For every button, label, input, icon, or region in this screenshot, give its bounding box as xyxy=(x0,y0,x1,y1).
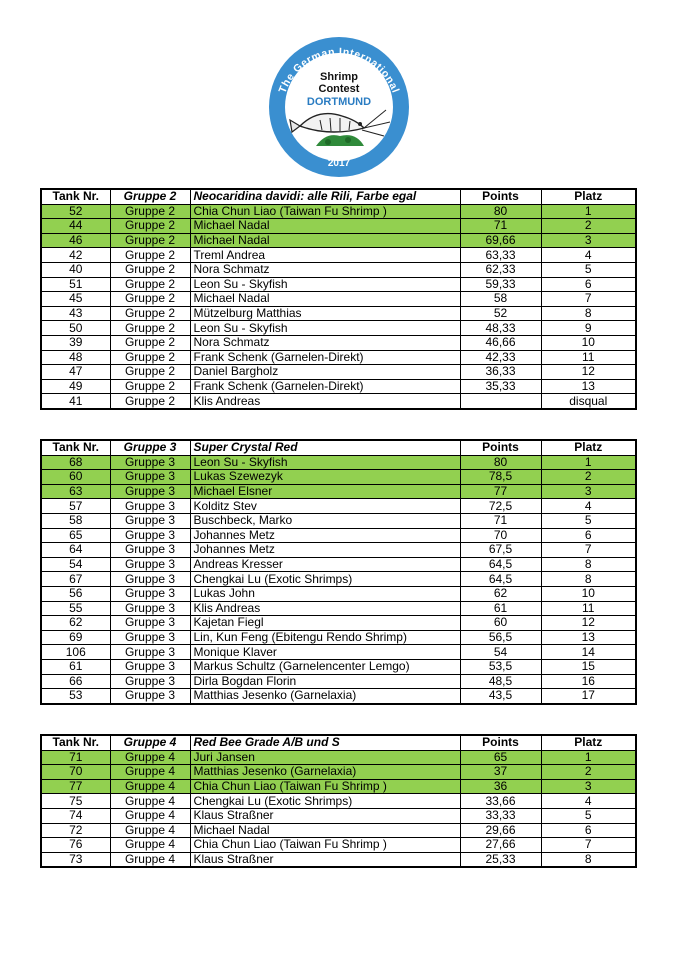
participant-cell: Matthias Jesenko (Garnelaxia) xyxy=(190,689,460,704)
points-cell: 71 xyxy=(460,513,541,528)
place-cell: 11 xyxy=(541,601,636,616)
points-cell: 80 xyxy=(460,455,541,470)
tank-cell: 68 xyxy=(41,455,110,470)
place-cell: 2 xyxy=(541,470,636,485)
points-cell: 67,5 xyxy=(460,543,541,558)
table-row xyxy=(41,455,636,470)
table-row xyxy=(41,321,636,336)
participant-cell: Michael Nadal xyxy=(190,219,460,234)
group-cell: Gruppe 4 xyxy=(110,765,190,780)
table-row xyxy=(41,394,636,409)
place-cell: 7 xyxy=(541,838,636,853)
tank-cell: 67 xyxy=(41,572,110,587)
results-table-gruppe-3 xyxy=(40,439,637,705)
group-cell: Gruppe 3 xyxy=(110,659,190,674)
points-cell: 78,5 xyxy=(460,470,541,485)
table-row xyxy=(41,823,636,838)
participant-cell: Michael Nadal xyxy=(190,292,460,307)
points-cell: 36 xyxy=(460,779,541,794)
tank-cell: 41 xyxy=(41,394,110,409)
participant-cell: Klaus Straßner xyxy=(190,852,460,867)
tank-cell: 52 xyxy=(41,204,110,219)
place-cell: 16 xyxy=(541,674,636,689)
group-cell: Gruppe 2 xyxy=(110,365,190,380)
group-cell: Gruppe 4 xyxy=(110,750,190,765)
tank-cell: 60 xyxy=(41,470,110,485)
table-header-row xyxy=(41,735,636,750)
logo-city: DORTMUND xyxy=(306,96,372,108)
table-row xyxy=(41,499,636,514)
participant-cell: Nora Schmatz xyxy=(190,335,460,350)
table-row xyxy=(41,750,636,765)
table-row xyxy=(41,543,636,558)
tank-cell: 72 xyxy=(41,823,110,838)
tank-cell: 55 xyxy=(41,601,110,616)
place-cell: 6 xyxy=(541,277,636,292)
tank-cell: 51 xyxy=(41,277,110,292)
table-row xyxy=(41,513,636,528)
place-cell: 9 xyxy=(541,321,636,336)
group-cell: Gruppe 2 xyxy=(110,350,190,365)
participant-cell: Chia Chun Liao (Taiwan Fu Shrimp ) xyxy=(190,204,460,219)
place-cell: 3 xyxy=(541,484,636,499)
group-cell: Gruppe 3 xyxy=(110,543,190,558)
header-group: Gruppe 2 xyxy=(110,189,190,204)
group-cell: Gruppe 4 xyxy=(110,838,190,853)
participant-cell: Leon Su - Skyfish xyxy=(190,321,460,336)
group-cell: Gruppe 2 xyxy=(110,335,190,350)
tank-cell: 58 xyxy=(41,513,110,528)
place-cell: 8 xyxy=(541,306,636,321)
header-tank: Tank Nr. xyxy=(41,189,110,204)
tank-cell: 49 xyxy=(41,379,110,394)
place-cell: disqual xyxy=(541,394,636,409)
points-cell: 53,5 xyxy=(460,659,541,674)
header-tank: Tank Nr. xyxy=(41,440,110,455)
points-cell: 80 xyxy=(460,204,541,219)
group-cell: Gruppe 3 xyxy=(110,689,190,704)
place-cell: 6 xyxy=(541,823,636,838)
points-cell: 62,33 xyxy=(460,262,541,277)
place-cell: 17 xyxy=(541,689,636,704)
participant-cell: Lin, Kun Feng (Ebitengu Rendo Shrimp) xyxy=(190,630,460,645)
place-cell: 7 xyxy=(541,292,636,307)
participant-cell: Markus Schultz (Garnelencenter Lemgo) xyxy=(190,659,460,674)
table-row xyxy=(41,557,636,572)
points-cell: 64,5 xyxy=(460,572,541,587)
tank-cell: 40 xyxy=(41,262,110,277)
place-cell: 4 xyxy=(541,248,636,263)
participant-cell: Michael Nadal xyxy=(190,823,460,838)
points-cell: 56,5 xyxy=(460,630,541,645)
table-row xyxy=(41,586,636,601)
header-category: Neocaridina davidi: alle Rili, Farbe egal xyxy=(190,189,460,204)
tank-cell: 56 xyxy=(41,586,110,601)
header-place: Platz xyxy=(541,735,636,750)
participant-cell: Klis Andreas xyxy=(190,394,460,409)
participant-cell: Johannes Metz xyxy=(190,528,460,543)
participant-cell: Kolditz Stev xyxy=(190,499,460,514)
tank-cell: 76 xyxy=(41,838,110,853)
group-cell: Gruppe 2 xyxy=(110,204,190,219)
place-cell: 4 xyxy=(541,499,636,514)
table-row xyxy=(41,528,636,543)
group-cell: Gruppe 3 xyxy=(110,630,190,645)
points-cell: 46,66 xyxy=(460,335,541,350)
place-cell: 5 xyxy=(541,513,636,528)
tank-cell: 63 xyxy=(41,484,110,499)
points-cell: 59,33 xyxy=(460,277,541,292)
points-cell: 25,33 xyxy=(460,852,541,867)
group-cell: Gruppe 3 xyxy=(110,645,190,660)
place-cell: 7 xyxy=(541,543,636,558)
table-row xyxy=(41,808,636,823)
points-cell: 48,33 xyxy=(460,321,541,336)
group-cell: Gruppe 4 xyxy=(110,794,190,809)
place-cell: 14 xyxy=(541,645,636,660)
table-header-row xyxy=(41,440,636,455)
group-cell: Gruppe 2 xyxy=(110,379,190,394)
tank-cell: 71 xyxy=(41,750,110,765)
place-cell: 12 xyxy=(541,616,636,631)
place-cell: 11 xyxy=(541,350,636,365)
results-table-gruppe-4 xyxy=(40,734,637,868)
participant-cell: Leon Su - Skyfish xyxy=(190,455,460,470)
group-cell: Gruppe 4 xyxy=(110,823,190,838)
tank-cell: 44 xyxy=(41,219,110,234)
points-cell: 70 xyxy=(460,528,541,543)
group-cell: Gruppe 2 xyxy=(110,219,190,234)
points-cell: 60 xyxy=(460,616,541,631)
header-category: Red Bee Grade A/B und S xyxy=(190,735,460,750)
participant-cell: Kajetan Fiegl xyxy=(190,616,460,631)
participant-cell: Frank Schenk (Garnelen-Direkt) xyxy=(190,379,460,394)
tank-cell: 47 xyxy=(41,365,110,380)
logo-ring-text: The German International xyxy=(276,45,402,95)
group-cell: Gruppe 3 xyxy=(110,499,190,514)
place-cell: 3 xyxy=(541,233,636,248)
table-row xyxy=(41,630,636,645)
group-cell: Gruppe 3 xyxy=(110,455,190,470)
tank-cell: 57 xyxy=(41,499,110,514)
points-cell: 65 xyxy=(460,750,541,765)
table-row xyxy=(41,572,636,587)
tank-cell: 61 xyxy=(41,659,110,674)
participant-cell: Klis Andreas xyxy=(190,601,460,616)
table-row xyxy=(41,689,636,704)
tank-cell: 46 xyxy=(41,233,110,248)
participant-cell: Klaus Straßner xyxy=(190,808,460,823)
table-row xyxy=(41,277,636,292)
table-row xyxy=(41,852,636,867)
table-row xyxy=(41,616,636,631)
table-row xyxy=(41,350,636,365)
group-cell: Gruppe 2 xyxy=(110,277,190,292)
participant-cell: Nora Schmatz xyxy=(190,262,460,277)
participant-cell: Michael Nadal xyxy=(190,233,460,248)
contest-logo xyxy=(268,36,410,178)
header-category: Super Crystal Red xyxy=(190,440,460,455)
logo-line2: Contest xyxy=(318,83,360,95)
place-cell: 4 xyxy=(541,794,636,809)
group-cell: Gruppe 2 xyxy=(110,262,190,277)
points-cell: 48,5 xyxy=(460,674,541,689)
place-cell: 5 xyxy=(541,262,636,277)
place-cell: 8 xyxy=(541,557,636,572)
tank-cell: 73 xyxy=(41,852,110,867)
table-row xyxy=(41,204,636,219)
table-header-row xyxy=(41,189,636,204)
points-cell: 36,33 xyxy=(460,365,541,380)
table-row xyxy=(41,601,636,616)
participant-cell: Chia Chun Liao (Taiwan Fu Shrimp ) xyxy=(190,838,460,853)
header-place: Platz xyxy=(541,189,636,204)
tank-cell: 39 xyxy=(41,335,110,350)
group-cell: Gruppe 3 xyxy=(110,616,190,631)
tank-cell: 106 xyxy=(41,645,110,660)
table-row xyxy=(41,365,636,380)
group-cell: Gruppe 4 xyxy=(110,808,190,823)
participant-cell: Lukas John xyxy=(190,586,460,601)
tank-cell: 62 xyxy=(41,616,110,631)
points-cell: 52 xyxy=(460,306,541,321)
participant-cell: Chengkai Lu (Exotic Shrimps) xyxy=(190,572,460,587)
points-cell: 27,66 xyxy=(460,838,541,853)
tank-cell: 65 xyxy=(41,528,110,543)
tank-cell: 69 xyxy=(41,630,110,645)
group-cell: Gruppe 4 xyxy=(110,779,190,794)
table-row xyxy=(41,248,636,263)
group-cell: Gruppe 3 xyxy=(110,528,190,543)
tank-cell: 74 xyxy=(41,808,110,823)
header-tank: Tank Nr. xyxy=(41,735,110,750)
participant-cell: Andreas Kresser xyxy=(190,557,460,572)
tank-cell: 45 xyxy=(41,292,110,307)
points-cell: 29,66 xyxy=(460,823,541,838)
participant-cell: Mützelburg Matthias xyxy=(190,306,460,321)
participant-cell: Monique Klaver xyxy=(190,645,460,660)
place-cell: 1 xyxy=(541,750,636,765)
participant-cell: Juri Jansen xyxy=(190,750,460,765)
table-row xyxy=(41,470,636,485)
group-cell: Gruppe 3 xyxy=(110,484,190,499)
table-row xyxy=(41,765,636,780)
group-cell: Gruppe 3 xyxy=(110,470,190,485)
tank-cell: 64 xyxy=(41,543,110,558)
group-cell: Gruppe 2 xyxy=(110,248,190,263)
participant-cell: Treml Andrea xyxy=(190,248,460,263)
tank-cell: 66 xyxy=(41,674,110,689)
points-cell: 33,33 xyxy=(460,808,541,823)
group-cell: Gruppe 2 xyxy=(110,233,190,248)
place-cell: 15 xyxy=(541,659,636,674)
points-cell: 72,5 xyxy=(460,499,541,514)
tank-cell: 43 xyxy=(41,306,110,321)
table-row xyxy=(41,262,636,277)
place-cell: 8 xyxy=(541,852,636,867)
table-row xyxy=(41,233,636,248)
tank-cell: 42 xyxy=(41,248,110,263)
place-cell: 2 xyxy=(541,219,636,234)
points-cell: 42,33 xyxy=(460,350,541,365)
place-cell: 1 xyxy=(541,455,636,470)
points-cell: 33,66 xyxy=(460,794,541,809)
points-cell: 35,33 xyxy=(460,379,541,394)
group-cell: Gruppe 3 xyxy=(110,674,190,689)
group-cell: Gruppe 2 xyxy=(110,306,190,321)
points-cell: 54 xyxy=(460,645,541,660)
points-cell: 64,5 xyxy=(460,557,541,572)
tank-cell: 75 xyxy=(41,794,110,809)
place-cell: 6 xyxy=(541,528,636,543)
group-cell: Gruppe 2 xyxy=(110,321,190,336)
tank-cell: 54 xyxy=(41,557,110,572)
logo-line1: Shrimp xyxy=(320,71,358,83)
header-points: Points xyxy=(460,189,541,204)
table-row xyxy=(41,659,636,674)
points-cell: 63,33 xyxy=(460,248,541,263)
tank-cell: 70 xyxy=(41,765,110,780)
place-cell: 13 xyxy=(541,379,636,394)
group-cell: Gruppe 4 xyxy=(110,852,190,867)
table-row xyxy=(41,838,636,853)
header-points: Points xyxy=(460,440,541,455)
points-cell: 77 xyxy=(460,484,541,499)
participant-cell: Frank Schenk (Garnelen-Direkt) xyxy=(190,350,460,365)
participant-cell: Daniel Bargholz xyxy=(190,365,460,380)
tank-cell: 48 xyxy=(41,350,110,365)
participant-cell: Matthias Jesenko (Garnelaxia) xyxy=(190,765,460,780)
place-cell: 13 xyxy=(541,630,636,645)
table-row xyxy=(41,484,636,499)
place-cell: 8 xyxy=(541,572,636,587)
points-cell: 69,66 xyxy=(460,233,541,248)
results-table-gruppe-2 xyxy=(40,188,637,410)
table-row xyxy=(41,794,636,809)
table-row xyxy=(41,335,636,350)
place-cell: 1 xyxy=(541,204,636,219)
place-cell: 10 xyxy=(541,586,636,601)
points-cell: 37 xyxy=(460,765,541,780)
place-cell: 3 xyxy=(541,779,636,794)
points-cell: 62 xyxy=(460,586,541,601)
group-cell: Gruppe 3 xyxy=(110,586,190,601)
participant-cell: Buschbeck, Marko xyxy=(190,513,460,528)
place-cell: 10 xyxy=(541,335,636,350)
header-points: Points xyxy=(460,735,541,750)
place-cell: 2 xyxy=(541,765,636,780)
place-cell: 12 xyxy=(541,365,636,380)
group-cell: Gruppe 2 xyxy=(110,292,190,307)
group-cell: Gruppe 3 xyxy=(110,513,190,528)
tank-cell: 53 xyxy=(41,689,110,704)
tank-cell: 77 xyxy=(41,779,110,794)
table-row xyxy=(41,779,636,794)
header-place: Platz xyxy=(541,440,636,455)
points-cell: 71 xyxy=(460,219,541,234)
points-cell: 43,5 xyxy=(460,689,541,704)
participant-cell: Leon Su - Skyfish xyxy=(190,277,460,292)
table-row xyxy=(41,292,636,307)
group-cell: Gruppe 2 xyxy=(110,394,190,409)
participant-cell: Michael Elsner xyxy=(190,484,460,499)
participant-cell: Lukas Szewezyk xyxy=(190,470,460,485)
points-cell: 61 xyxy=(460,601,541,616)
participant-cell: Chia Chun Liao (Taiwan Fu Shrimp ) xyxy=(190,779,460,794)
participant-cell: Dirla Bogdan Florin xyxy=(190,674,460,689)
group-cell: Gruppe 3 xyxy=(110,557,190,572)
group-cell: Gruppe 3 xyxy=(110,572,190,587)
place-cell: 5 xyxy=(541,808,636,823)
table-row xyxy=(41,645,636,660)
points-cell xyxy=(460,394,541,409)
table-row xyxy=(41,306,636,321)
header-group: Gruppe 3 xyxy=(110,440,190,455)
points-cell: 58 xyxy=(460,292,541,307)
participant-cell: Johannes Metz xyxy=(190,543,460,558)
participant-cell: Chengkai Lu (Exotic Shrimps) xyxy=(190,794,460,809)
header-group: Gruppe 4 xyxy=(110,735,190,750)
tank-cell: 50 xyxy=(41,321,110,336)
table-row xyxy=(41,219,636,234)
table-row xyxy=(41,379,636,394)
table-row xyxy=(41,674,636,689)
group-cell: Gruppe 3 xyxy=(110,601,190,616)
logo-year: 2017 xyxy=(327,158,351,169)
